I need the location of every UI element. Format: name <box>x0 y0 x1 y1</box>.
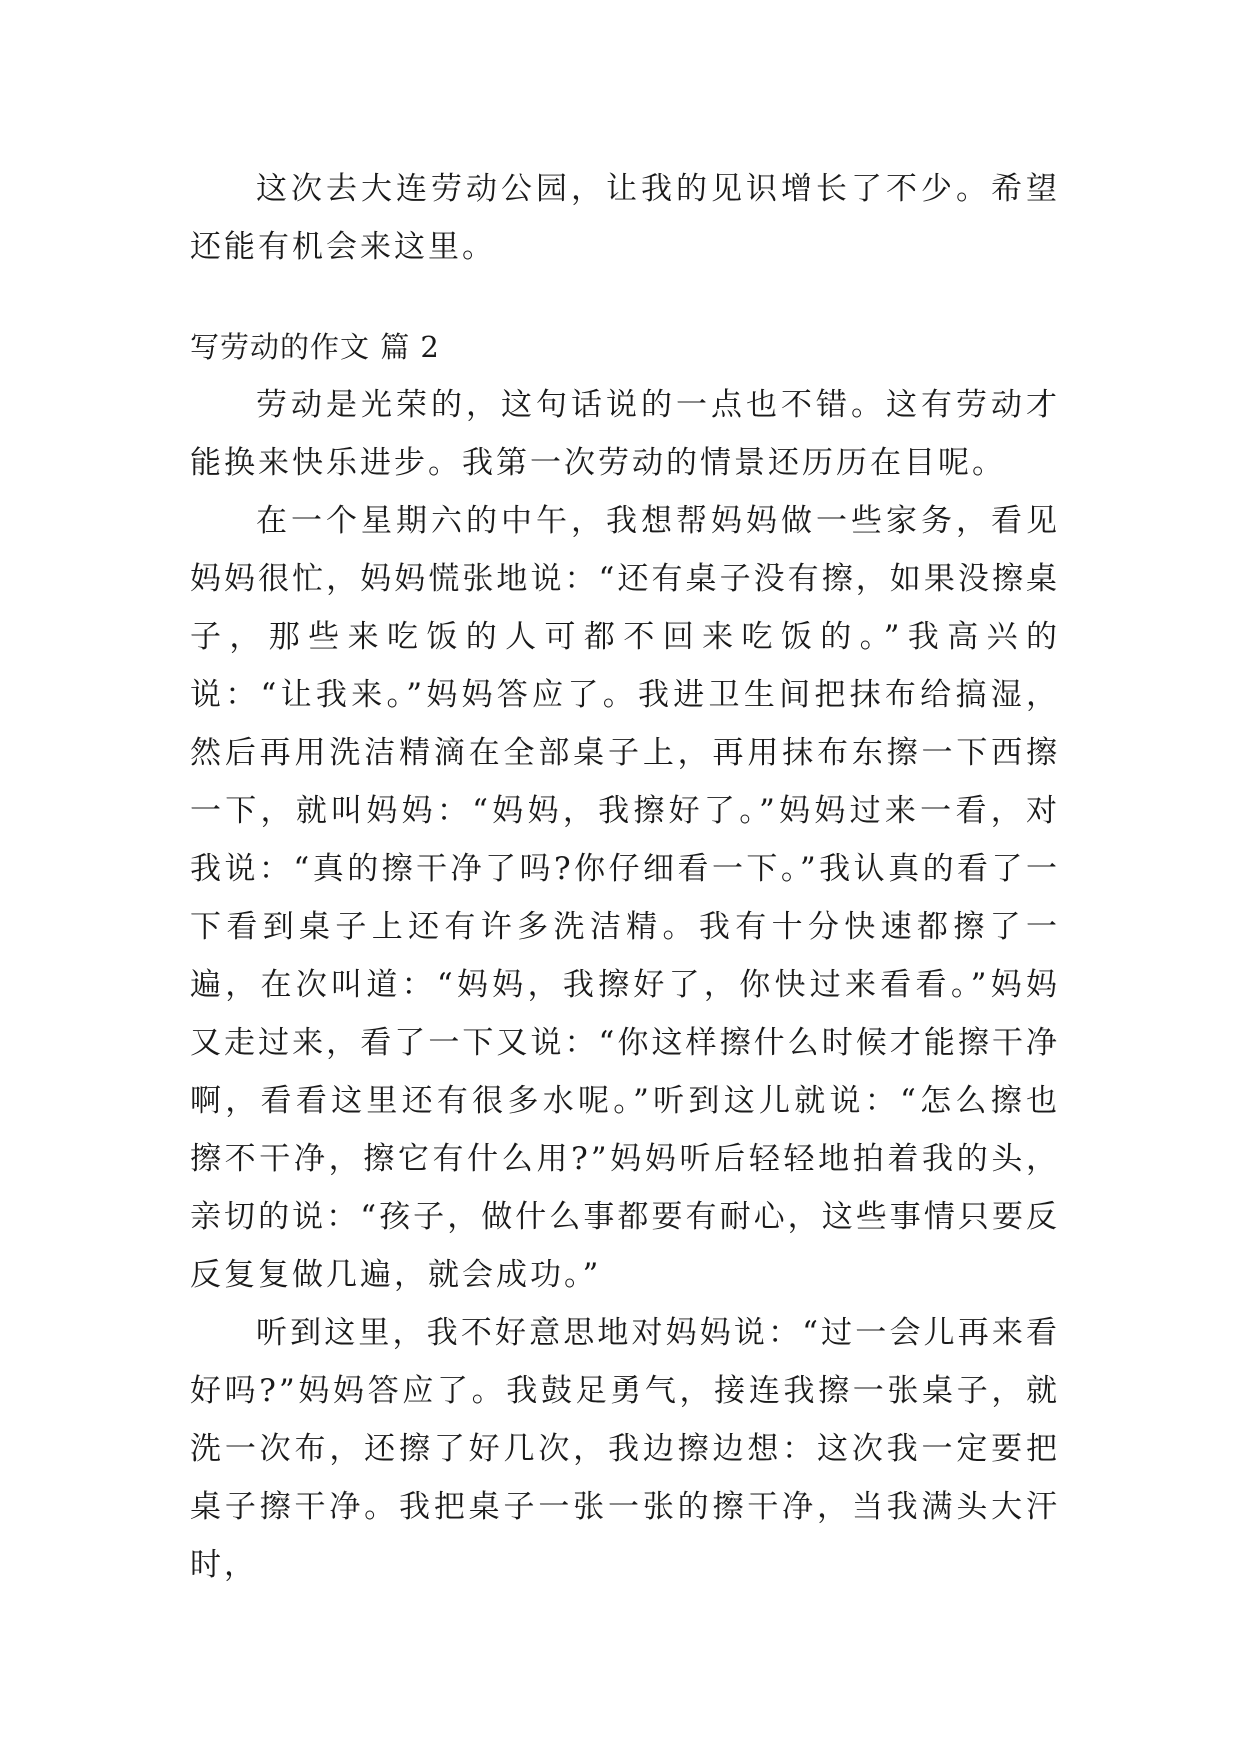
document-body <box>190 160 1060 1594</box>
paragraph-1: 劳动是光荣的，这句话说的一点也不错。这有劳动才能换来快乐进步。我第一次劳动的情景还历历在目呢。 <box>190 387 1060 481</box>
section-heading: 写劳动的作文 篇 2 <box>190 330 440 364</box>
paragraph-3: 听到这里，我不好意思地对妈妈说：“过一会儿再来看好吗?”妈妈答应了。我鼓足勇气，接连我擦一张桌子，就洗一次布，还擦了好几次，我边擦边想：这次我一定要把桌子擦干净。我把桌子一张一张的擦干净，当我满头大汗时， <box>190 1315 1060 1583</box>
section-spacer <box>190 276 1060 318</box>
intro-paragraph: 这次去大连劳动公园，让我的见识增长了不少。希望还能有机会来这里。 <box>190 171 1060 265</box>
paragraph-2: 在一个星期六的中午，我想帮妈妈做一些家务，看见妈妈很忙，妈妈慌张地说：“还有桌子没有擦，如果没擦桌子，那些来吃饭的人可都不回来吃饭的。”我高兴的说：“让我来。”妈妈答应了。我进卫生间把抹布给搞湿，然后再用洗洁精滴在全部桌子上，再用抹布东擦一下西擦一下，就叫妈妈：“妈妈，我擦好了。”妈妈过来一看，对我说：“真的擦干净了吗?你仔细看一下。”我认真的看了一下看到桌子上还有许多洗洁精。我有十分快速都擦了一遍，在次叫道：“妈妈，我擦好了，你快过来看看。”妈妈又走过来，看了一下又说：“你这样擦什么时候才能擦干净啊，看看这里还有很多水呢。”听到这儿就说：“怎么擦也擦不干净，擦它有什么用?”妈妈听后轻轻地拍着我的头，亲切的说：“孩子，做什么事都要有耐心，这些事情只要反反复复做几遍，就会成功。” <box>190 503 1060 1293</box>
